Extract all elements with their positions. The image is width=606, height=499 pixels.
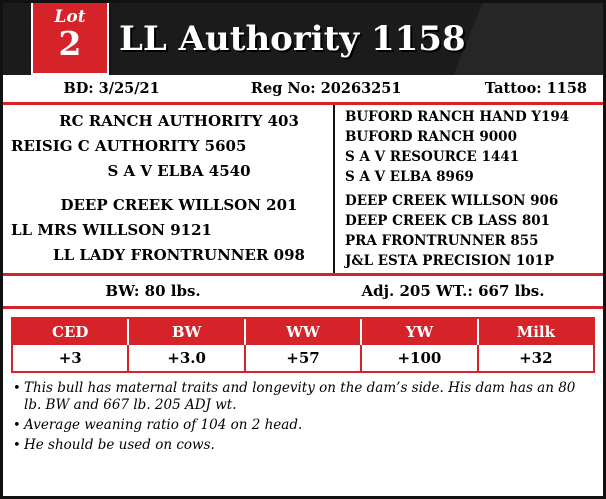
page-title: LL Authority 1158 <box>119 19 466 59</box>
note-text: This bull has maternal traits and longevity on the dam’s side. His dam has an 80 lb. BW and 667 lb. 205 ADJ wt. <box>24 380 576 413</box>
note-item <box>13 437 593 454</box>
epd-header-row <box>13 319 593 345</box>
identification-strip <box>3 75 603 105</box>
notes-section <box>3 373 603 454</box>
dam-lineage <box>3 189 333 273</box>
dam-grandparent-4: J&L ESTA PRECISION 101P <box>345 253 555 269</box>
bullet-icon: • <box>13 381 21 396</box>
sire-dam: S A V ELBA 4540 <box>107 162 251 180</box>
sire-grandparents <box>333 105 603 189</box>
dam-grandparent-3: PRA FRONTRUNNER 855 <box>345 233 539 249</box>
dam-grandparent-2: DEEP CREEK CB LASS 801 <box>345 213 551 229</box>
sire-grandparent-1: BUFORD RANCH HAND Y194 <box>345 109 570 125</box>
epd-header-ced: CED <box>13 319 129 345</box>
epd-value-row <box>13 345 593 371</box>
tattoo-number: Tattoo: 1158 <box>484 80 587 97</box>
epd-value-yw: +100 <box>362 345 478 371</box>
card-header <box>3 3 603 75</box>
sire-name: REISIG C AUTHORITY 5605 <box>11 137 247 155</box>
dam-sire: DEEP CREEK WILLSON 201 <box>60 196 298 214</box>
lot-number: 2 <box>58 24 82 63</box>
epd-header-milk: Milk <box>516 323 556 341</box>
lot-label: Lot <box>54 7 86 27</box>
lot-badge <box>31 3 109 75</box>
epd-table <box>11 317 595 373</box>
note-text: He should be used on cows. <box>24 437 215 453</box>
epd-value-milk: +32 <box>479 345 593 371</box>
sire-grandparent-4: S A V ELBA 8969 <box>345 169 474 185</box>
dam-name: LL MRS WILLSON 9121 <box>11 221 212 239</box>
header-swoosh-decoration <box>453 3 603 75</box>
birth-date: BD: 3/25/21 <box>63 80 160 97</box>
birth-weight: BW: 80 lbs. <box>105 282 201 300</box>
adjusted-205-weight: Adj. 205 WT.: 667 lbs. <box>361 282 545 300</box>
epd-value-bw: +3.0 <box>129 345 245 371</box>
sire-sire: RC RANCH AUTHORITY 403 <box>59 112 299 130</box>
sire-lineage <box>3 105 333 189</box>
note-text: Average weaning ratio of 104 on 2 head. <box>24 417 303 433</box>
bullet-icon: • <box>13 438 21 453</box>
registration-number: Reg No: 20263251 <box>250 80 402 97</box>
dam-grandparent-1: DEEP CREEK WILLSON 906 <box>345 193 559 209</box>
epd-value-ww: +57 <box>246 345 362 371</box>
sire-grandparent-3: S A V RESOURCE 1441 <box>345 149 520 165</box>
weights-row <box>3 276 603 309</box>
epd-header-yw: YW <box>362 319 478 345</box>
dam-grandparents <box>333 189 603 273</box>
sire-grandparent-2: BUFORD RANCH 9000 <box>345 129 517 145</box>
dam-dam: LL LADY FRONTRUNNER 098 <box>53 246 305 264</box>
epd-value-ced: +3 <box>13 345 129 371</box>
pedigree-section <box>3 105 603 276</box>
sire-pedigree-block <box>3 105 603 189</box>
epd-header-ww: WW <box>246 319 362 345</box>
epd-header-bw: BW <box>129 319 245 345</box>
note-item <box>13 380 593 414</box>
note-item <box>13 417 593 434</box>
dam-pedigree-block <box>3 189 603 273</box>
bullet-icon: • <box>13 418 21 433</box>
